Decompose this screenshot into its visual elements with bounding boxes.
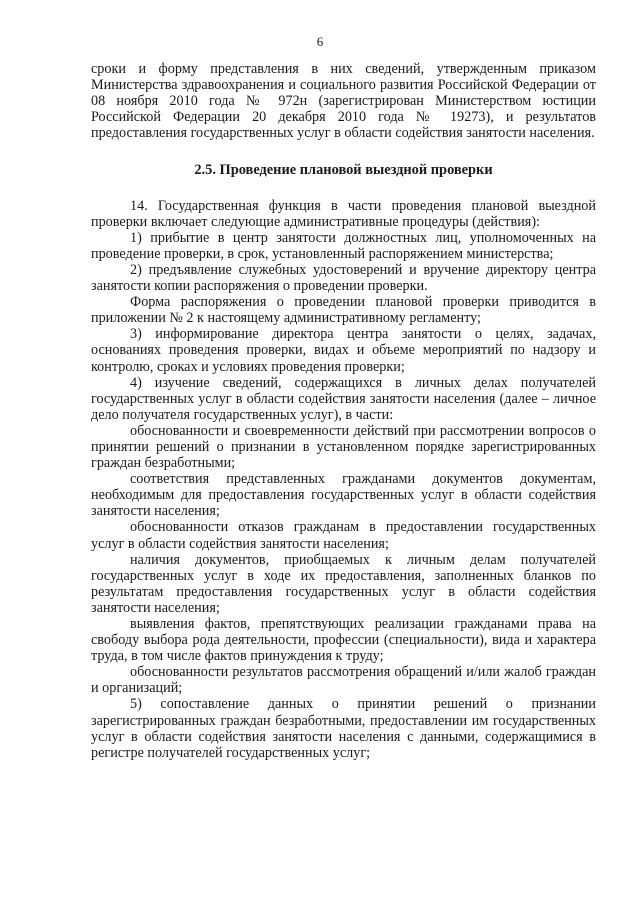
paragraph-procedure-4: 4) изучение сведений, содержащихся в личных делах получателей государственных услуг в области содействия занятости населения (далее – личное дело получателя государственных услуг), в части: — [91, 374, 596, 423]
paragraph-subitem-documents: наличия документов, приобщаемых к личным делам получателей государственных услуг в ходе их предоставления, заполненных бланков по результатам предоставления государственных услуг в области содействия занятости населения; — [91, 551, 596, 616]
paragraph-item-14: 14. Государственная функция в части проведения плановой выездной проверки включает следующие административные процедуры (действия): — [91, 197, 596, 230]
paragraph-subitem-conformity: соответствия представленных гражданами документов документам, необходимым для предоставления государственных услуг в области содействия занятости населения; — [91, 471, 596, 520]
page-number: 6 — [316, 34, 324, 49]
paragraph-subitem-refusals: обоснованности отказов гражданам в предоставлении государственных услуг в области содействия занятости населения; — [91, 519, 596, 552]
paragraph-procedure-1: 1) прибытие в центр занятости должностных лиц, уполномоченных на проведение проверки, в срок, установленный распоряжением министерства; — [91, 229, 596, 262]
paragraph-subitem-validity: обоснованности и своевременности действий при рассмотрении вопросов о принятии решений о признании в установленном порядке зарегистрированных граждан безработными; — [91, 422, 596, 472]
paragraph-order-form: Форма распоряжения о проведении плановой проверки приводится в приложении № 2 к настоящему административному регламенту; — [91, 294, 596, 327]
paragraph-procedure-3: 3) информирование директора центра занятости о целях, задачах, основаниях проведения проверки, видах и объеме мероприятий по надзору и контролю, сроках и условиях проведения проверки; — [91, 326, 596, 375]
paragraph-subitem-facts: выявления фактов, препятствующих реализации гражданами права на свободу выбора рода деятельности, профессии (специальности), вида и характера труда, в том числе фактов принуждения к труду; — [91, 616, 596, 665]
paragraph-procedure-5: 5) сопоставление данных о принятии решений о признании зарегистрированных граждан безработными, предоставлении им государственных услуг в области содействия занятости населения с данными, содержащимися в регистре получателей государственных услуг; — [91, 696, 596, 761]
paragraph-subitem-complaints: обоснованности результатов рассмотрения обращений и/или жалоб граждан и организаций; — [91, 664, 596, 697]
paragraph-procedure-2: 2) предъявление служебных удостоверений и вручение директору центра занятости копии распоряжения о проведении проверки. — [91, 261, 596, 295]
section-heading: 2.5. Проведение плановой выездной проверки — [194, 162, 493, 179]
paragraph-continuation: сроки и форму представления в них сведений, утвержденным приказом Министерства здравоохранения и социального развития Российской Федерации от 08 ноября 2010 года № 972н (зарегистрирован Министерством юстиции Российской Федерации 20 декабря 2010 года № 19273), и результатов предоставления государственных услуг в области содействия занятости населения. — [91, 61, 596, 142]
document-body — [91, 61, 596, 761]
